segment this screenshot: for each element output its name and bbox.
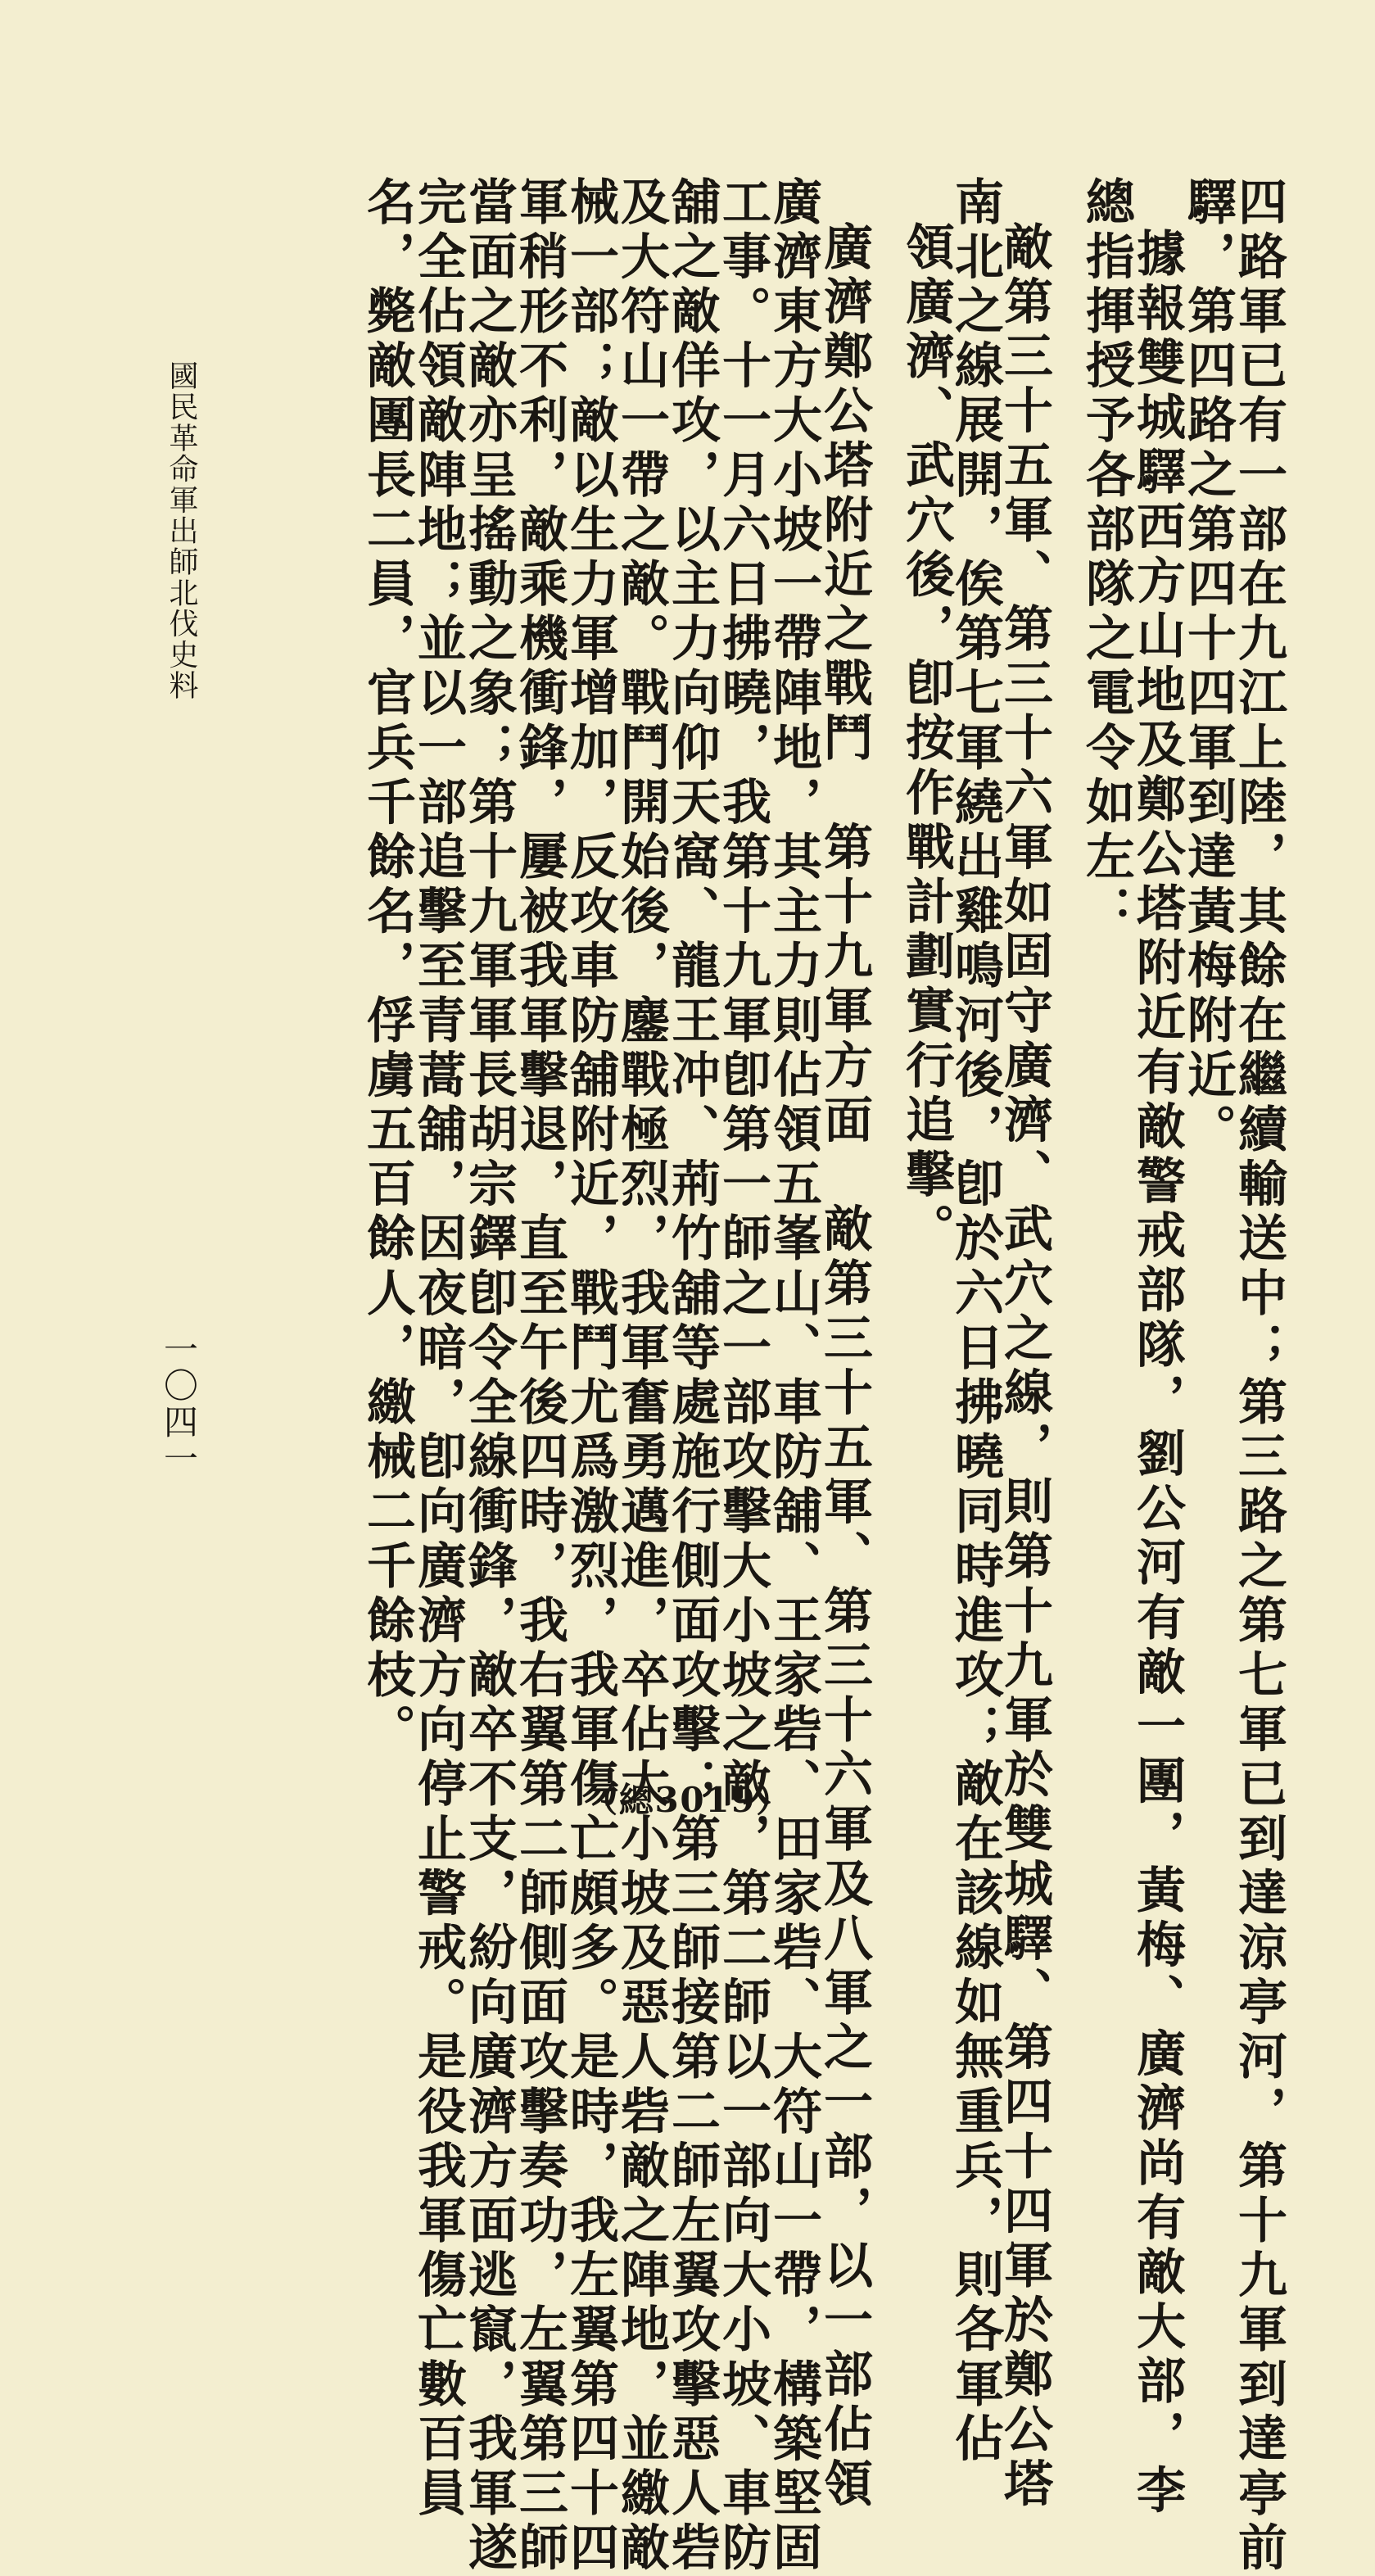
text-column-9: 廣濟東方大小坡一帶陣地，其主力則佔領五峯山、車防舖、王家砦、田家砦、大符山一帶，構築堅固 bbox=[765, 176, 822, 2576]
text-column-5: 敵第三十五軍、第三十六軍如固守廣濟、武穴之線，則第十九軍於雙城驛、第四十四軍於鄭公塔 bbox=[996, 221, 1053, 2513]
text-column-10: 工事。十一月六日拂曉，我第十九軍卽第一師之一部攻擊大小坡之敵，第二師以一部向大小坡、車防 bbox=[714, 176, 771, 2576]
text-column-6: 南北之線展開，俟第七軍繞出雞鳴河後，卽於六日拂曉同時進攻；敵在該線如無重兵，則各軍佔 bbox=[947, 176, 1004, 2468]
text-column-7: 領廣濟、武穴後，卽按作戰計劃實行追擊。 bbox=[898, 221, 955, 1258]
running-book-title: 國民革命軍出師北伐史料 bbox=[165, 360, 198, 701]
text-column-13: 械一部；敵以生力軍增加，反攻車防舖附近，戰鬥尤爲激烈，我軍傷亡頗多。是時，我左翼第四十四 bbox=[562, 176, 619, 2576]
text-column-12: 及大符山一帶之敵。戰鬥開始後，鏖戰極烈，我軍奮勇邁進，卒佔大小坡及惡人砦敵之陣地，並繳敵 bbox=[613, 176, 670, 2576]
text-column-14: 軍稍形不利，敵乘機衝鋒，屢被我軍擊退，直至午後四時，我右翼第二師側面攻擊奏功，左翼第三師 bbox=[511, 176, 568, 2576]
page-number: 一〇四一 bbox=[159, 1331, 199, 1478]
text-column-11: 舖之敵佯攻，以主力向仰天窩、龍王冲、荊竹舖等處施行側面攻擊；第三師接第二師左翼攻擊惡人砦 bbox=[663, 176, 721, 2576]
text-column-4: 總指揮授予各部隊之電令如左： bbox=[1078, 176, 1135, 940]
text-column-2: 驛，第四路之第四十四軍到達黃梅附近。 bbox=[1179, 176, 1237, 1158]
text-column-16: 完全佔領敵陣地；並以一部追擊至青蒿舖，因夜暗，卽向廣濟方向停止警戒。是役我軍傷亡數百員 bbox=[409, 176, 467, 2522]
text-column-15: 當面之敵亦呈搖動之象；第十九軍軍長胡宗鐸卽令全線衝鋒，敵卒不支，紛向廣濟方面逃竄，我軍遂 bbox=[460, 176, 518, 2576]
text-column-3: 據報雙城驛西方山地及鄭公塔附近有敵警戒部隊，劉公河有敵一團，黃梅、廣濟尚有敵大部，李 bbox=[1128, 228, 1186, 2519]
text-column-17: 名，斃敵團長二員，官兵千餘名，俘虜五百餘人，繳械二千餘枝。 bbox=[359, 176, 416, 1759]
text-column-1: 四路軍已有一部在九江上陸，其餘在繼續輸送中；第三路之第七軍已到達涼亭河，第十九軍到達亭前 bbox=[1230, 176, 1287, 2576]
footer-collection-number: （總3019） bbox=[583, 1780, 792, 1820]
text-column-8: 廣濟鄭公塔附近之戰鬥 第十九軍方面 敵第三十五軍、第三十六軍及八軍之一部，以一部佔領 bbox=[816, 221, 873, 2513]
